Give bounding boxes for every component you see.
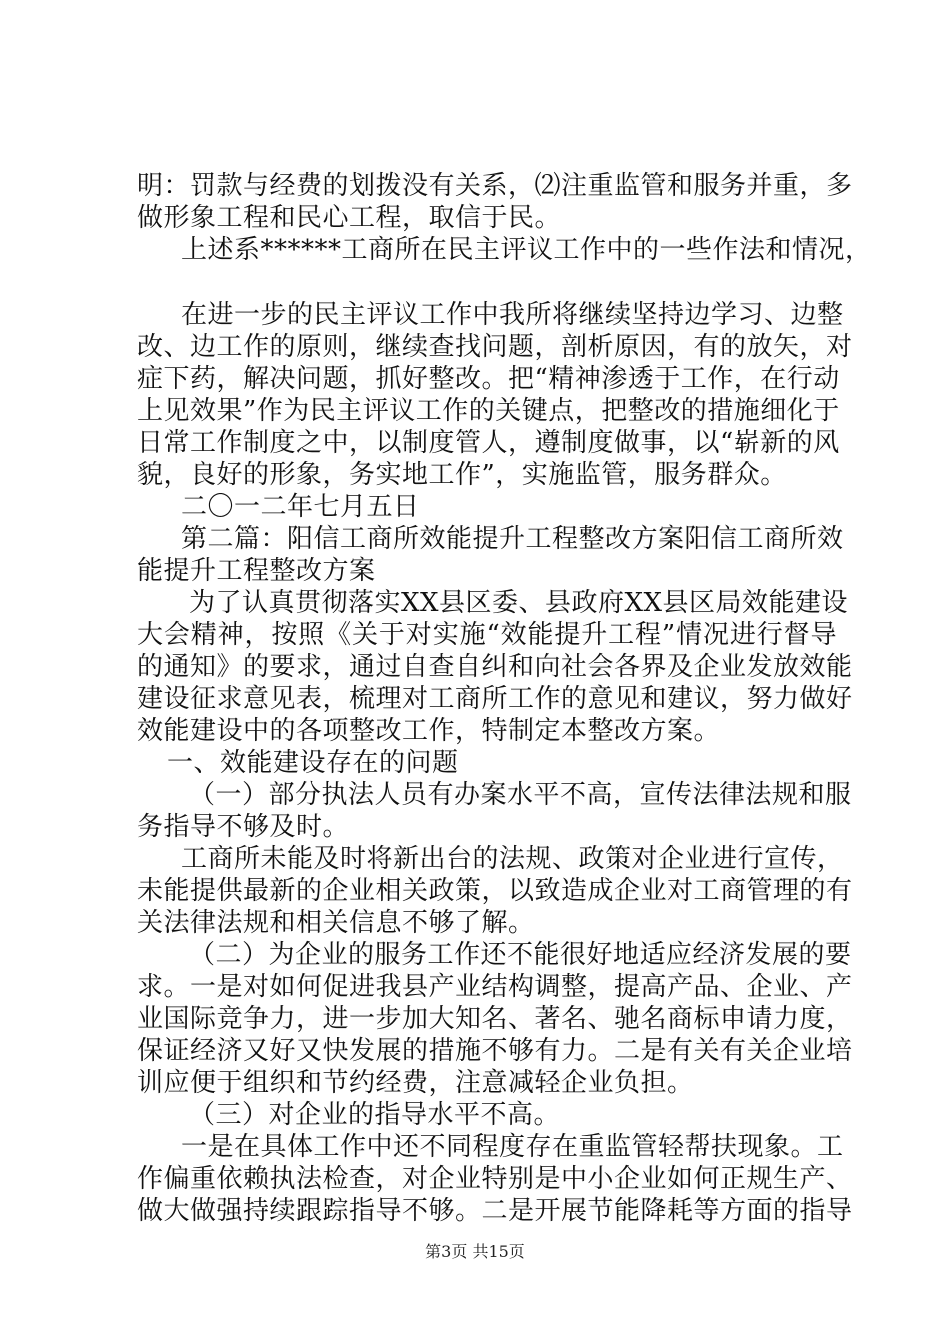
text-line: 关法律法规和相关信息不够了解。 xyxy=(137,908,535,938)
date-line: 二〇一二年七月五日 xyxy=(181,492,420,522)
text-line: 工商所未能及时将新出台的法规、政策对企业进行宣传， xyxy=(181,844,844,874)
text-line: 大会精神，按照《关于对实施“效能提升工程”情况进行督导 xyxy=(137,620,837,650)
text-line: 训应便于组织和节约经费，注意减轻企业负担。 xyxy=(137,1068,694,1098)
text-line: 建设征求意见表，梳理对工商所工作的意见和建议，努力做好 xyxy=(137,684,853,714)
text-line: 务指导不够及时。 xyxy=(137,812,350,842)
text-line: 上述系******工商所在民主评议工作中的一些作法和情况， xyxy=(181,235,872,265)
text-line: 的通知》的要求，通过自查自纠和向社会各界及企业发放效能 xyxy=(137,652,853,682)
blank-line xyxy=(137,266,837,299)
text-line: 症下药，解决问题，抓好整改。把“精神渗透于工作，在行动 xyxy=(137,364,840,394)
text-line: （一）部分执法人员有办案水平不高，宣传法律法规和服 xyxy=(189,780,852,810)
text-line: 做大做强持续跟踪指导不够。二是开展节能降耗等方面的指导 xyxy=(137,1196,853,1226)
document-body xyxy=(137,170,872,1227)
text-line: （二）为企业的服务工作还不能很好地适应经济发展的要 xyxy=(189,940,852,970)
text-line: 效能建设中的各项整改工作，特制定本整改方案。 xyxy=(137,716,721,746)
text-line: 求。一是对如何促进我县产业结构调整，提高产品、企业、产 xyxy=(137,972,853,1002)
text-line: 做形象工程和民心工程，取信于民。 xyxy=(137,203,562,233)
text-line: 明：罚款与经费的划拨没有关系，⑵注重监管和服务并重，多 xyxy=(137,171,853,201)
text-line: 一是在具体工作中还不同程度存在重监管轻帮扶现象。工 xyxy=(181,1132,844,1162)
text-line: 为了认真贯彻落实XX县区委、县政府XX县区局效能建设 xyxy=(189,588,849,618)
text-line: 在进一步的民主评议工作中我所将继续坚持边学习、边整 xyxy=(181,300,844,330)
text-line: 业国际竞争力，进一步加大知名、著名、驰名商标申请力度， xyxy=(137,1004,853,1034)
text-line: （三）对企业的指导水平不高。 xyxy=(189,1100,561,1130)
text-line: 作偏重依赖执法检查，对企业特别是中小企业如何正规生产、 xyxy=(137,1164,853,1194)
section-heading-cont: 能提升工程整改方案 xyxy=(137,556,376,586)
subheading: 一、效能建设存在的问题 xyxy=(167,748,459,778)
text-line: 保证经济又好又快发展的措施不够有力。二是有关有关企业培 xyxy=(137,1036,853,1066)
text-line: 改、边工作的原则，继续查找问题，剖析原因，有的放矢，对 xyxy=(137,332,853,362)
page-number-footer: 第3页 共15页 xyxy=(425,1242,525,1261)
text-line: 未能提供最新的企业相关政策，以致造成企业对工商管理的有 xyxy=(137,876,853,906)
section-heading: 第二篇：阳信工商所效能提升工程整改方案阳信工商所效 xyxy=(181,524,844,554)
text-line: 上见效果”作为民主评议工作的关键点，把整改的措施细化于 xyxy=(137,396,840,426)
text-line: 日常工作制度之中，以制度管人，遵制度做事，以“崭新的风 xyxy=(137,428,840,458)
text-line: 貌，良好的形象，务实地工作”，实施监管，服务群众。 xyxy=(137,460,787,490)
